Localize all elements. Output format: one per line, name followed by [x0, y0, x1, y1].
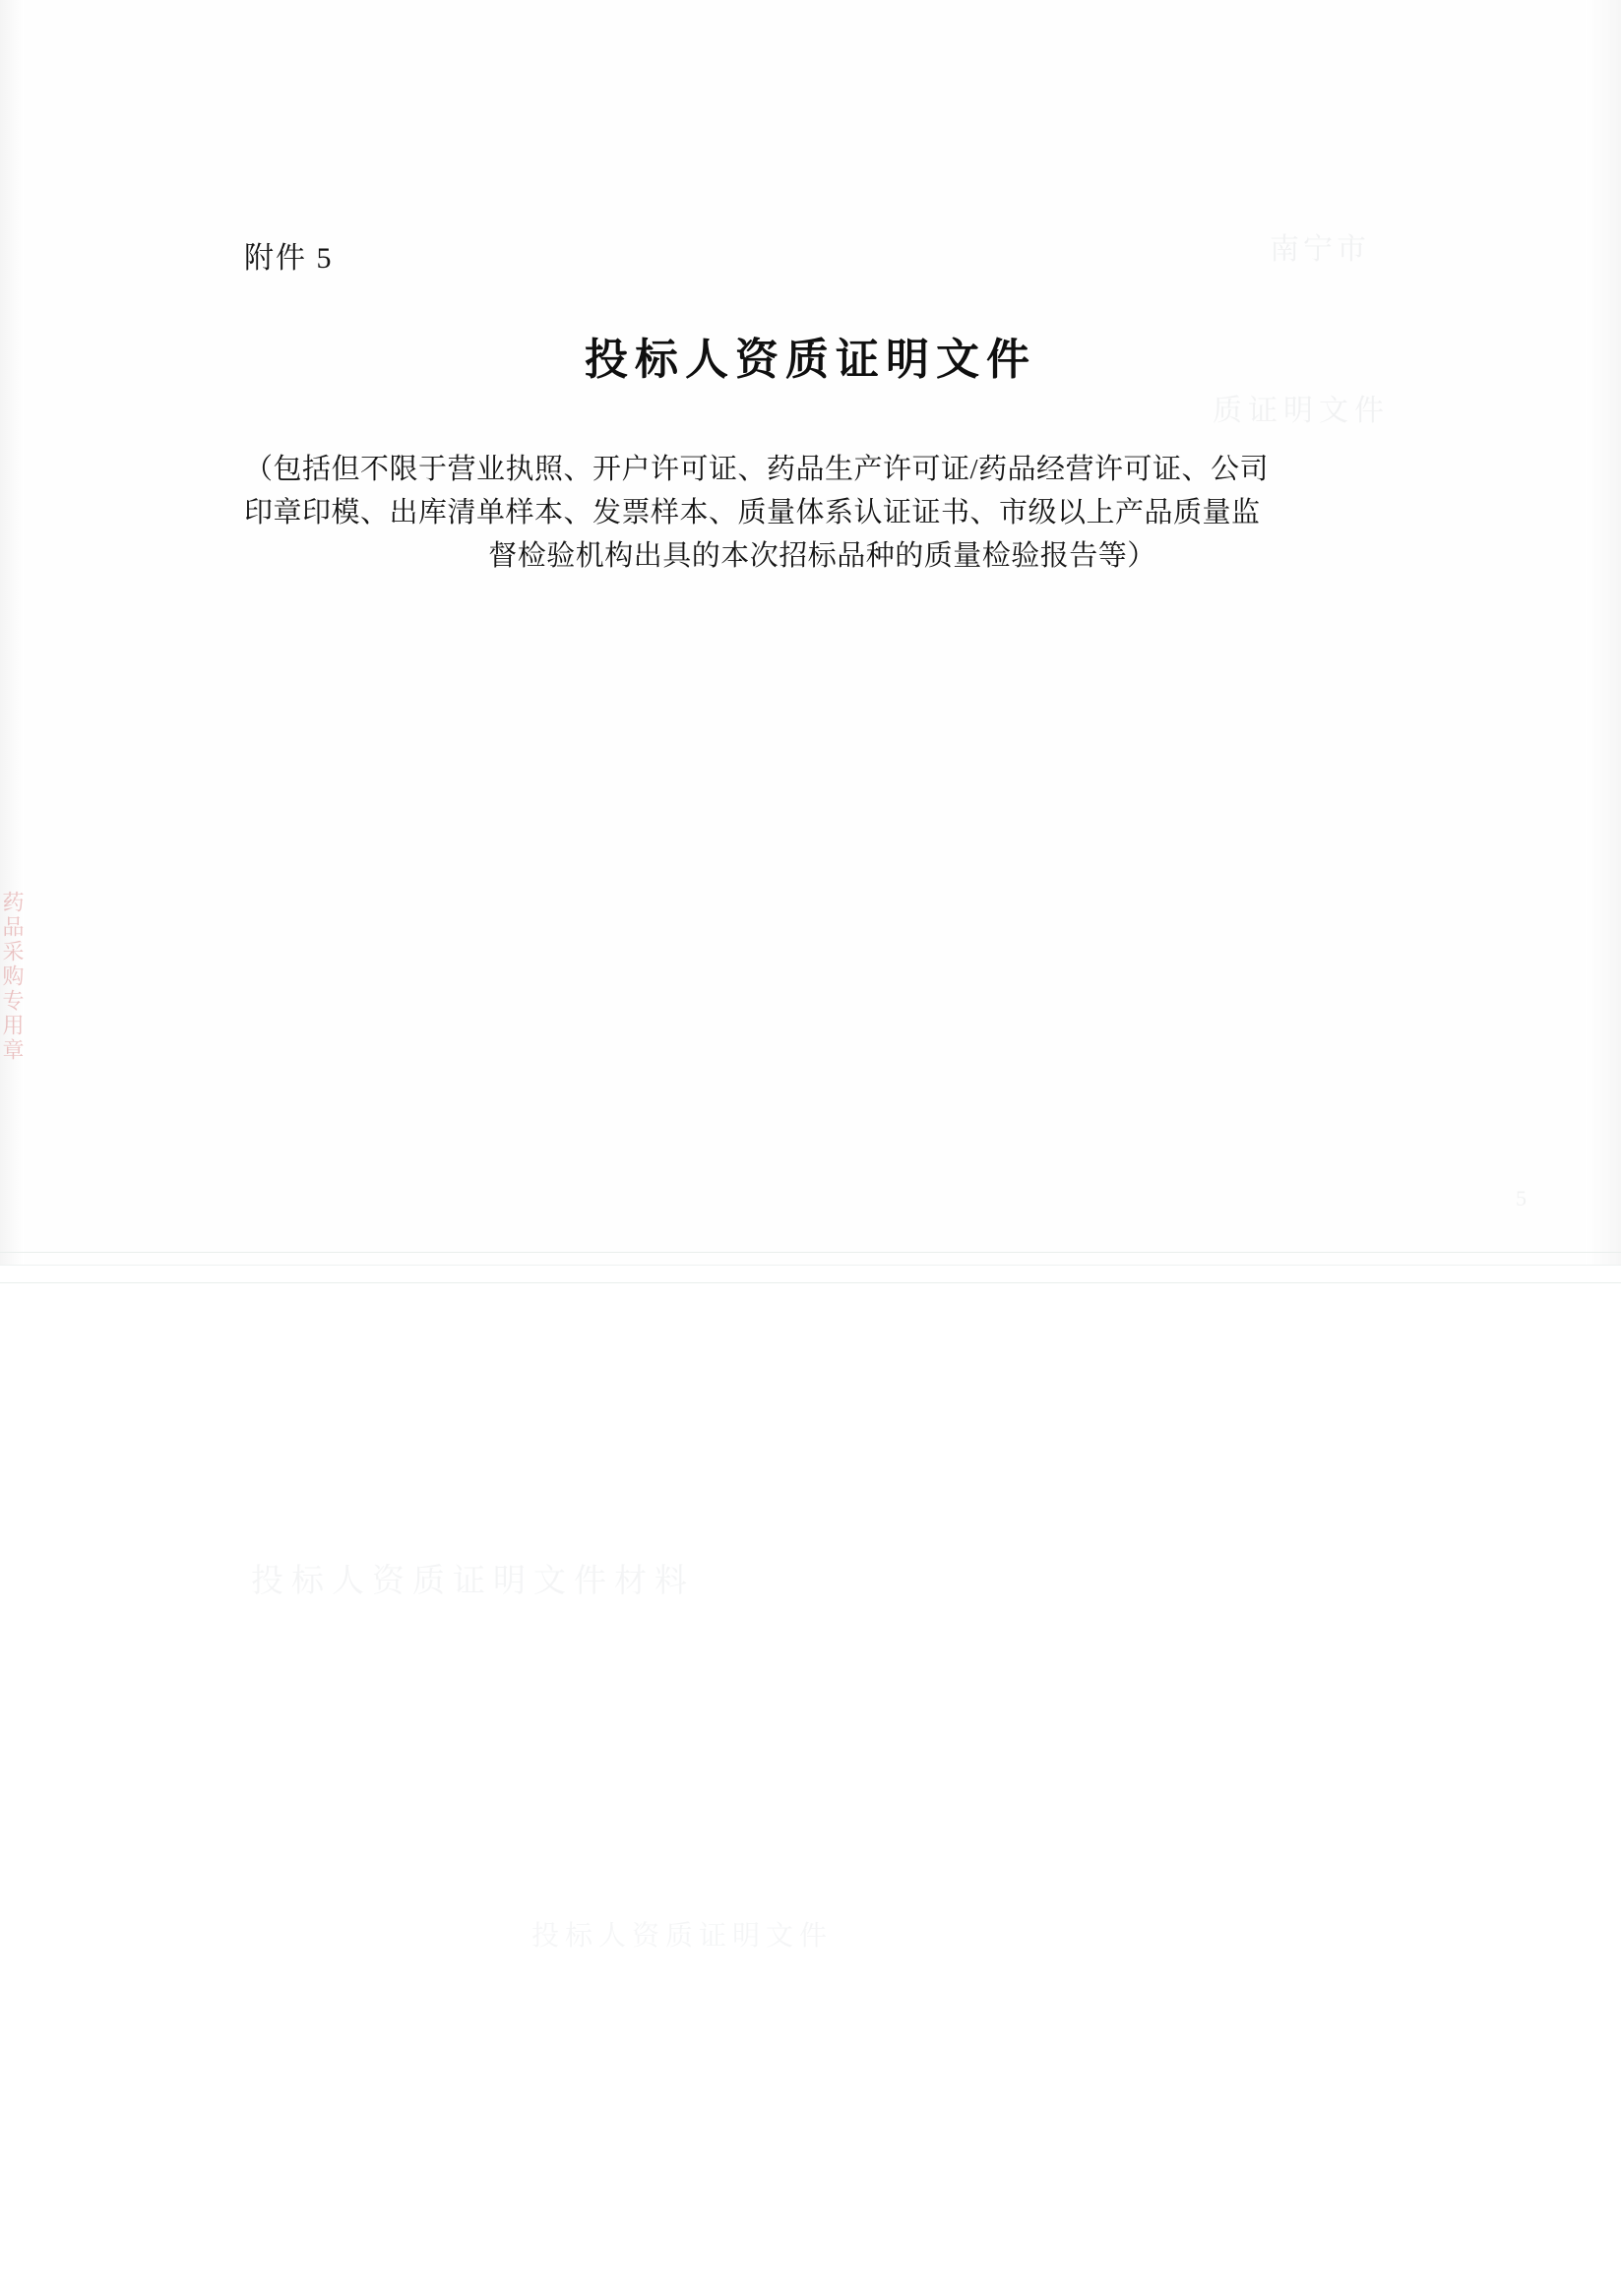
- page-fold-line-lower: [0, 1282, 1621, 1283]
- scan-right-edge-shadow: [1586, 0, 1621, 1265]
- note-line-1: （包括但不限于营业执照、开户许可证、药品生产许可证/药品经营许可证、公司: [244, 454, 1270, 485]
- note-line-3: 督检验机构出具的本次招标品种的质量检验报告等）: [488, 540, 1156, 573]
- page-title: 投标人资质证明文件: [585, 336, 1036, 385]
- scan-left-edge-shadow: [0, 0, 24, 1265]
- document-note: [244, 448, 1401, 578]
- scan-lower-region: [0, 1265, 1621, 2296]
- showthrough-red-stamp: 药品采购专用章: [0, 891, 25, 1063]
- page-fold-line-upper: [0, 1252, 1621, 1253]
- note-line-2: 印章印模、出库清单样本、发票样本、质量体系认证证书、市级以上产品质量监: [244, 497, 1261, 529]
- attachment-label: 附件 5: [244, 242, 334, 275]
